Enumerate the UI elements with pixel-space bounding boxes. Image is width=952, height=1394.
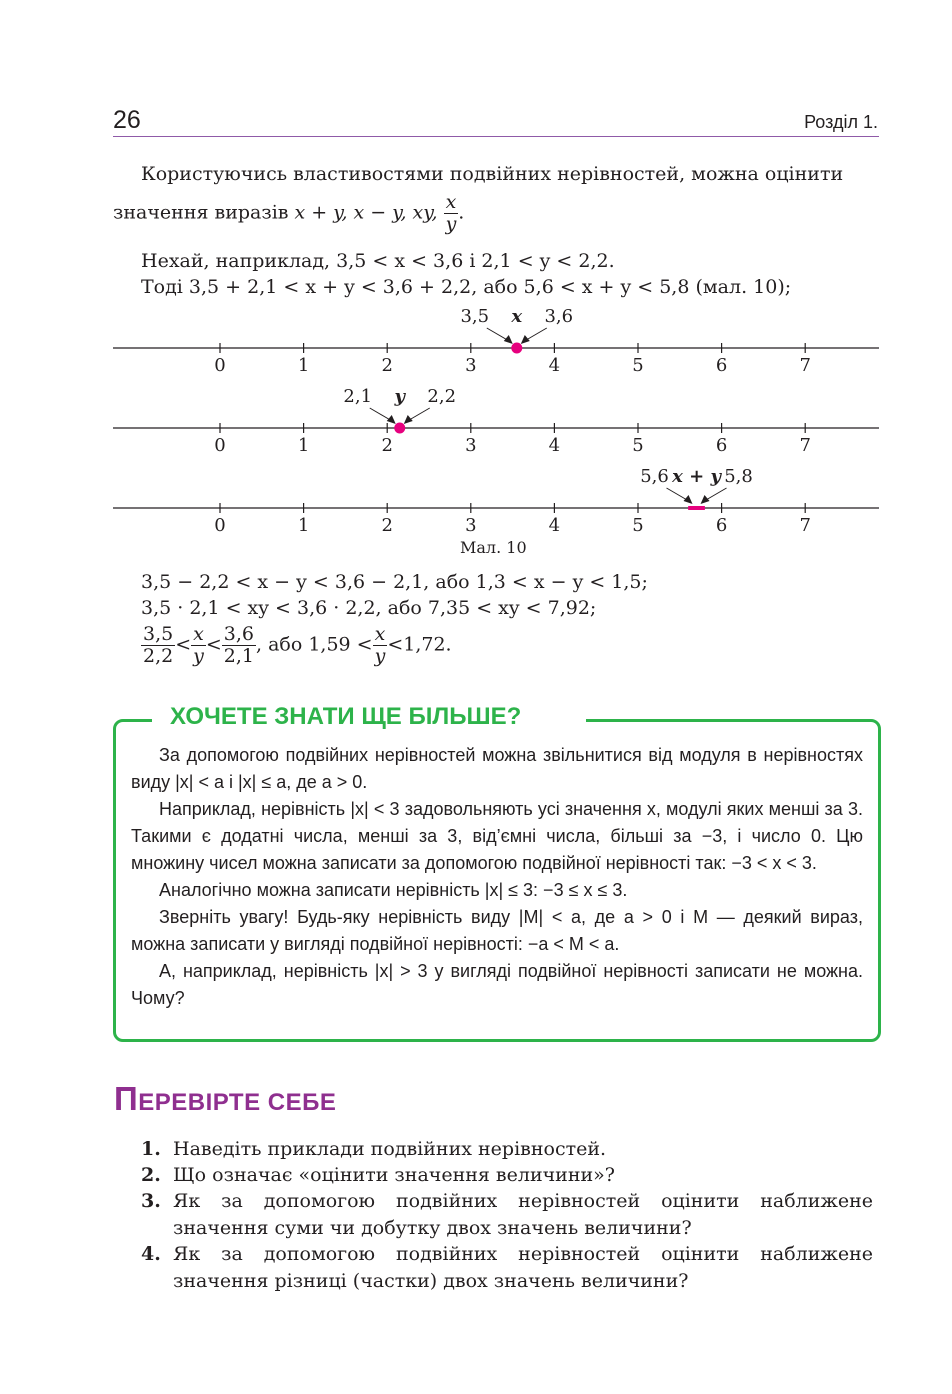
question-number: 3. [141,1190,161,1212]
interval-low-label: 2,1 [343,386,373,407]
tick-label: 6 [715,355,728,376]
quot-lt-1: < [175,633,192,656]
quot-frac-1 [141,624,175,667]
quot-n2: 3,6 [223,623,254,645]
interval-low-label: 3,5 [460,306,490,327]
tick-label: 4 [548,355,561,376]
arrow-head [387,415,396,424]
tick-label: 7 [799,435,811,456]
interval-high-label: 2,2 [427,386,457,407]
question-text: Як за допомогою подвійних нерівностей оцінити наближене значення суми чи добутку двох значень величини? [173,1190,873,1239]
more-info-title: ХОЧЕТЕ ЗНАТИ ЩЕ БІЛЬШЕ? [170,703,522,730]
interval-high-label: 3,6 [544,306,574,327]
box-paragraph-1: За допомогою подвійних нерівностей можна звільнитися від модуля в нерівностях виду |x| < a і |x| ≤ a, де a > 0. [131,745,863,792]
arrow-head [684,495,693,504]
tick-label: 4 [548,435,561,456]
tick-label: 0 [214,515,226,536]
tick-label: 0 [214,435,226,456]
tick-label: 5 [632,515,644,536]
box-paragraph-3: Аналогічно можна записати нерівність |x| ≤ 3: −3 ≤ x ≤ 3. [159,880,628,900]
question-number: 2. [141,1164,161,1186]
intro-expressions: x + y, x − y, xy, [294,201,438,224]
result-quotient [141,624,452,667]
intro-period: . [458,201,465,224]
more-info-body [131,742,863,1012]
interval-point [511,343,522,354]
arrow-head [521,335,530,344]
tick-label: 2 [381,355,393,376]
interval-variable-label: y [394,386,405,407]
tick-label: 0 [214,355,226,376]
interval-variable-label: x + y [672,466,721,487]
axes-group [113,306,879,536]
tick-label: 3 [465,515,477,536]
quot-y2: y [374,644,386,667]
question-text: Наведіть приклади подвійних нерівностей. [173,1138,607,1160]
quot-n1: 3,5 [143,623,174,645]
frac-denominator: y [445,212,457,235]
quot-lt-2: < [205,633,222,656]
interval-low-label: 5,6 [640,466,669,487]
result-difference: 3,5 − 2,2 < x − y < 3,6 − 2,1, або 1,3 < x − y < 1,5; [141,571,648,593]
arrow-head [404,415,413,424]
title-rest: ЕРЕВІРТЕ СЕБЕ [138,1089,337,1116]
arrow-head [504,335,513,344]
quot-frac-xy-2 [373,624,388,667]
tick-label: 3 [465,435,477,456]
tick-label: 6 [715,515,728,536]
result-product: 3,5 · 2,1 < xy < 3,6 · 2,2, або 7,35 < xy < 7,92; [141,597,597,619]
tick-label: 1 [297,515,310,536]
intro-line-1: Користуючись властивостями подвійних нерівностей, можна оцінити [141,163,844,185]
quot-mid: , або 1,59 < [256,633,373,656]
quot-frac-2 [222,624,256,667]
tick-label: 5 [632,435,644,456]
question-4 [141,1241,881,1297]
tick-label: 2 [381,435,393,456]
tick-label: 6 [715,435,728,456]
then-line: Тоді 3,5 + 2,1 < x + y < 3,6 + 2,2, або 5,6 < x + y < 5,8 (мал. 10); [141,276,792,298]
question-number: 4. [141,1243,161,1265]
tick-label: 1 [297,435,310,456]
tick-label: 3 [465,355,477,376]
interval-high-label: 5,8 [724,466,753,487]
quot-end: <1,72. [387,633,452,656]
question-text: Що означає «оцінити значення величини»? [173,1164,615,1186]
question-3 [141,1188,881,1244]
page-number: 26 [113,106,141,134]
tick-label: 1 [297,355,310,376]
quot-x: x [193,623,204,645]
arrow-head [701,495,710,504]
interval-point [394,423,405,434]
tick-label: 4 [548,515,561,536]
tick-label: 2 [381,515,393,536]
example-line: Нехай, наприклад, 3,5 < x < 3,6 і 2,1 < y < 2,2. [141,250,615,272]
interval-variable-label: x [511,306,523,327]
tick-label: 7 [799,515,811,536]
quot-y: y [193,644,204,667]
quot-x2: x [374,623,386,645]
frac-numerator: x [445,191,457,213]
quot-d1: 2,2 [143,644,174,667]
quot-frac-xy [191,624,206,667]
quot-d2: 2,1 [223,644,254,667]
box-paragraph-5: А, наприклад, нерівність |x| > 3 у вигляді подвійної нерівності записати не можна. Чому? [131,961,863,1008]
question-text: Як за допомогою подвійних нерівностей оцінити наближене значення різниці (частки) двох значень величини? [173,1243,873,1292]
check-yourself-title [114,1080,336,1118]
box-paragraph-2: Наприклад, нерівність |x| < 3 задовольняють усі значення x, модулі яких менші за 3. Такими є додатні числа, менші за 3, від’ємні числа, більші за −3, і число 0. Цю множину чисел можна записати за допомогою подвійної нерівності так: −3 < x < 3. [131,799,863,873]
figure-caption: Мал. 10 [460,538,527,557]
title-initial: П [114,1080,139,1117]
tick-label: 5 [632,355,644,376]
box-paragraph-4: Зверніть увагу! Будь-яку нерівність виду |M| < a, де a > 0 і M — деякий вираз, можна записати у вигляді подвійної нерівності: −a < M < a. [131,907,863,954]
number-line-figure [0,0,952,570]
question-number: 1. [141,1138,161,1160]
section-label: Розділ 1. [804,112,878,132]
intro-prefix: значення виразів [113,201,295,224]
tick-label: 7 [799,355,811,376]
